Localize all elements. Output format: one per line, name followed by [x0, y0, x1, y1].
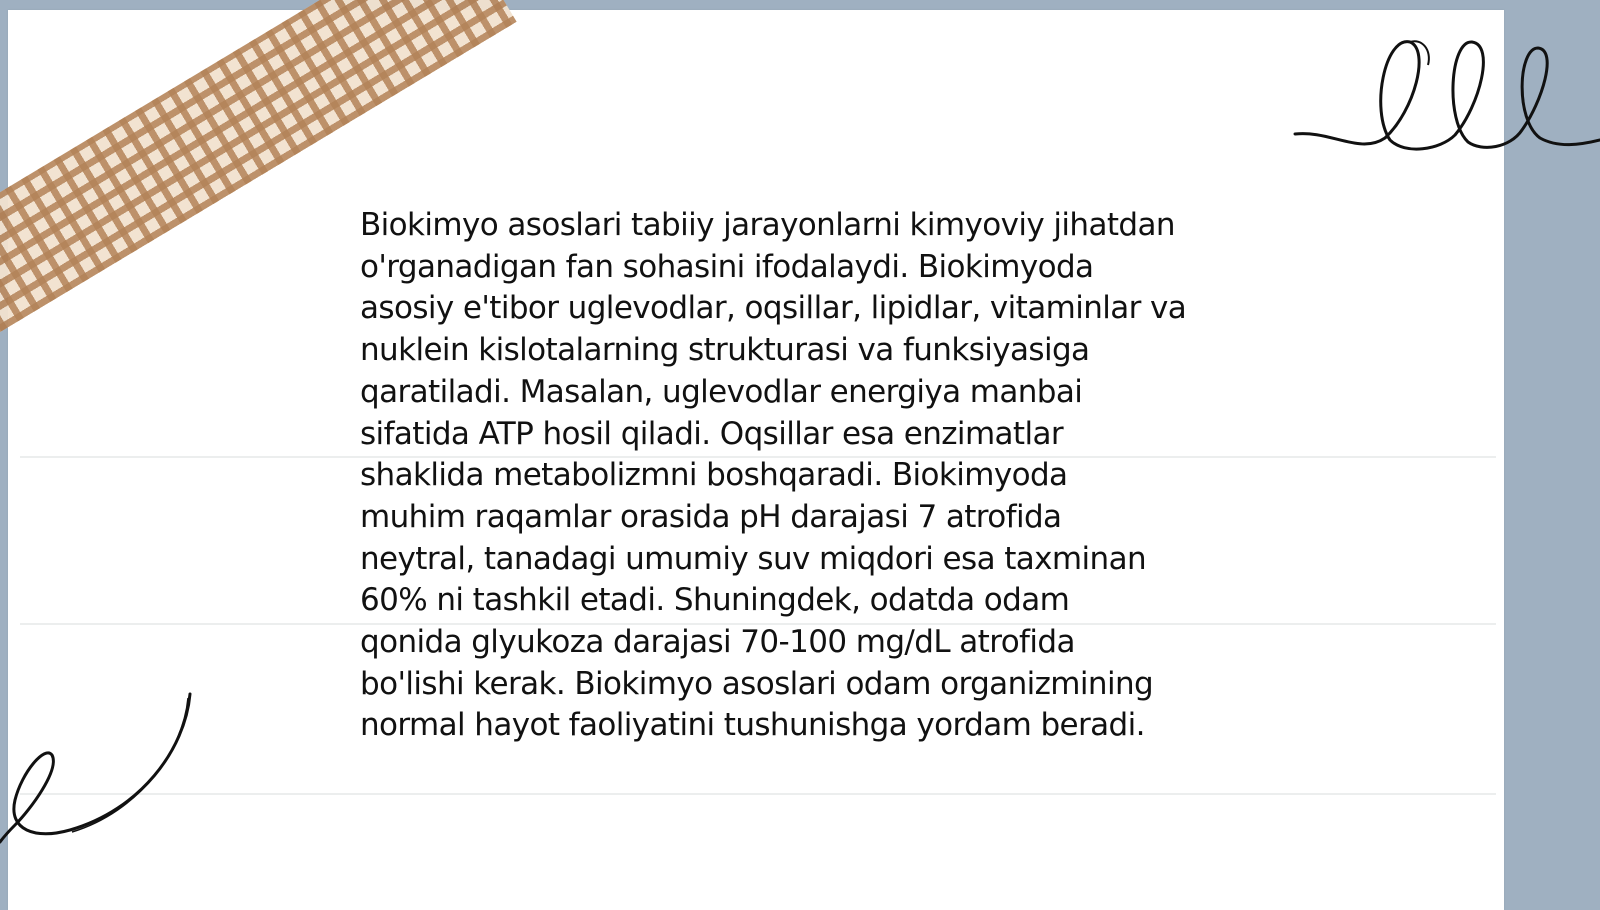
loop-scribble-icon — [1290, 30, 1600, 170]
body-paragraph: Biokimyo asoslari tabiiy jarayonlarni kimyoviy jihatdan o'rganadigan fan sohasini ifodalaydi. Biokimyoda asosiy e'tibor uglevodlar, oqsillar, lipidlar, vitaminlar va nuklein kislotalarning strukturasi va funksiyasiga qaratiladi. Masalan, uglevodlar energiya manbai sifatida ATP hosil qiladi. Oqsillar esa enzimatlar shaklida metabolizmni boshqaradi. Biokimyoda muhim raqamlar orasida pH darajasi 7 atrofida neytral, tanadagi umumiy suv miqdori esa taxminan 60% ni tashkil etadi. Shuningdek, odatda odam qonida glyukoza darajasi 70-100 mg/dL atrofida bo'lishi kerak. Biokimyo asoslari odam organizmining normal hayot faoliyatini tushunishga yordam beradi. — [360, 207, 1187, 744]
swoosh-scribble-icon — [0, 690, 200, 850]
ruled-line — [20, 793, 1496, 795]
